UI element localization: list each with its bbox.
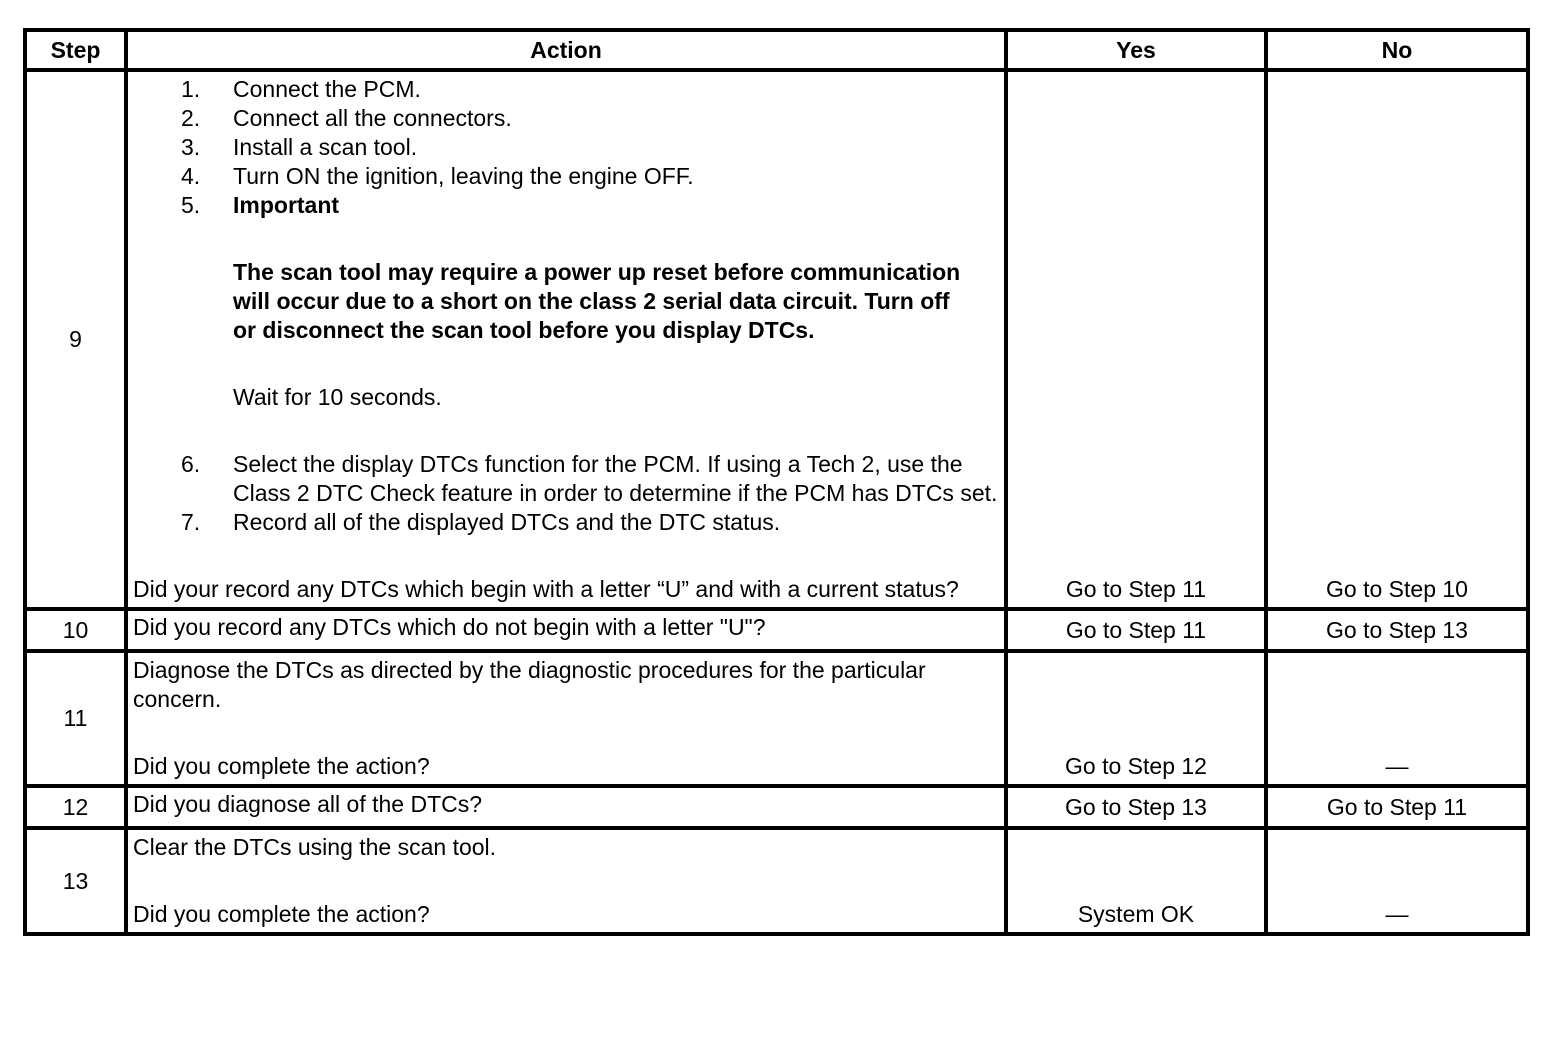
step-number: 9 <box>25 70 126 609</box>
step-number: 13 <box>25 828 126 934</box>
wait-note: Wait for 10 seconds. <box>233 384 442 410</box>
action-cell <box>126 651 1006 786</box>
item-text: Record all of the displayed DTCs and the DTC status. <box>233 509 781 535</box>
yes-cell: Go to Step 11 <box>1006 609 1266 651</box>
header-step: Step <box>25 30 126 70</box>
action-cell: Did you record any DTCs which do not begin with a letter "U"? <box>126 609 1006 651</box>
list-item <box>133 162 998 191</box>
list-item <box>133 104 998 133</box>
important-label: Important <box>233 192 340 218</box>
no-cell: Go to Step 13 <box>1266 609 1528 651</box>
item-number: 6. <box>181 451 201 477</box>
item-number: 3. <box>181 134 201 160</box>
step-number: 10 <box>25 609 126 651</box>
question-text: Did your record any DTCs which begin with a letter “U” and with a current status? <box>133 576 959 602</box>
no-cell: — <box>1266 828 1528 934</box>
yes-cell: System OK <box>1006 828 1266 934</box>
procedure-list <box>133 75 998 220</box>
no-cell: Go to Step 11 <box>1266 786 1528 828</box>
table-row-step-10 <box>25 609 1528 651</box>
no-cell: Go to Step 10 <box>1266 70 1528 609</box>
action-text: Clear the DTCs using the scan tool. <box>133 834 497 860</box>
yes-cell: Go to Step 12 <box>1006 651 1266 786</box>
question-text: Did you complete the action? <box>133 901 430 927</box>
no-cell: — <box>1266 651 1528 786</box>
yes-cell: Go to Step 13 <box>1006 786 1266 828</box>
item-number: 7. <box>181 509 201 535</box>
yes-cell: Go to Step 11 <box>1006 70 1266 609</box>
item-text: Install a scan tool. <box>233 134 418 160</box>
table-row-step-12 <box>25 786 1528 828</box>
important-note: The scan tool may require a power up reset before communication will occur due to a short on the class 2 serial data circuit. Turn off or disconnect the scan tool before you display DTCs. <box>233 259 961 343</box>
step-number: 12 <box>25 786 126 828</box>
header-no: No <box>1266 30 1528 70</box>
item-text: Select the display DTCs function for the PCM. If using a Tech 2, use the Class 2 DTC Check feature in order to determine if the PCM has DTCs set. <box>233 451 998 506</box>
table-row-step-13 <box>25 828 1528 934</box>
header-action: Action <box>126 30 1006 70</box>
list-item <box>133 191 998 220</box>
table-row-step-9 <box>25 70 1528 609</box>
procedure-list-continued <box>133 450 998 537</box>
action-cell: Did you diagnose all of the DTCs? <box>126 786 1006 828</box>
table-row-step-11 <box>25 651 1528 786</box>
action-cell <box>126 70 1006 609</box>
item-number: 4. <box>181 163 201 189</box>
list-item <box>133 133 998 162</box>
list-item <box>133 508 998 537</box>
item-number: 5. <box>181 192 201 218</box>
item-text: Turn ON the ignition, leaving the engine OFF. <box>233 163 694 189</box>
item-text: Connect the PCM. <box>233 76 421 102</box>
header-row <box>25 30 1528 70</box>
header-yes: Yes <box>1006 30 1266 70</box>
list-item <box>133 450 998 508</box>
action-text: Diagnose the DTCs as directed by the diagnostic procedures for the particular concern. <box>133 657 926 712</box>
action-cell <box>126 828 1006 934</box>
item-number: 1. <box>181 76 201 102</box>
question-text: Did you complete the action? <box>133 753 430 779</box>
diagnostic-table <box>23 28 1530 936</box>
step-number: 11 <box>25 651 126 786</box>
item-text: Connect all the connectors. <box>233 105 512 131</box>
list-item <box>133 75 998 104</box>
item-number: 2. <box>181 105 201 131</box>
